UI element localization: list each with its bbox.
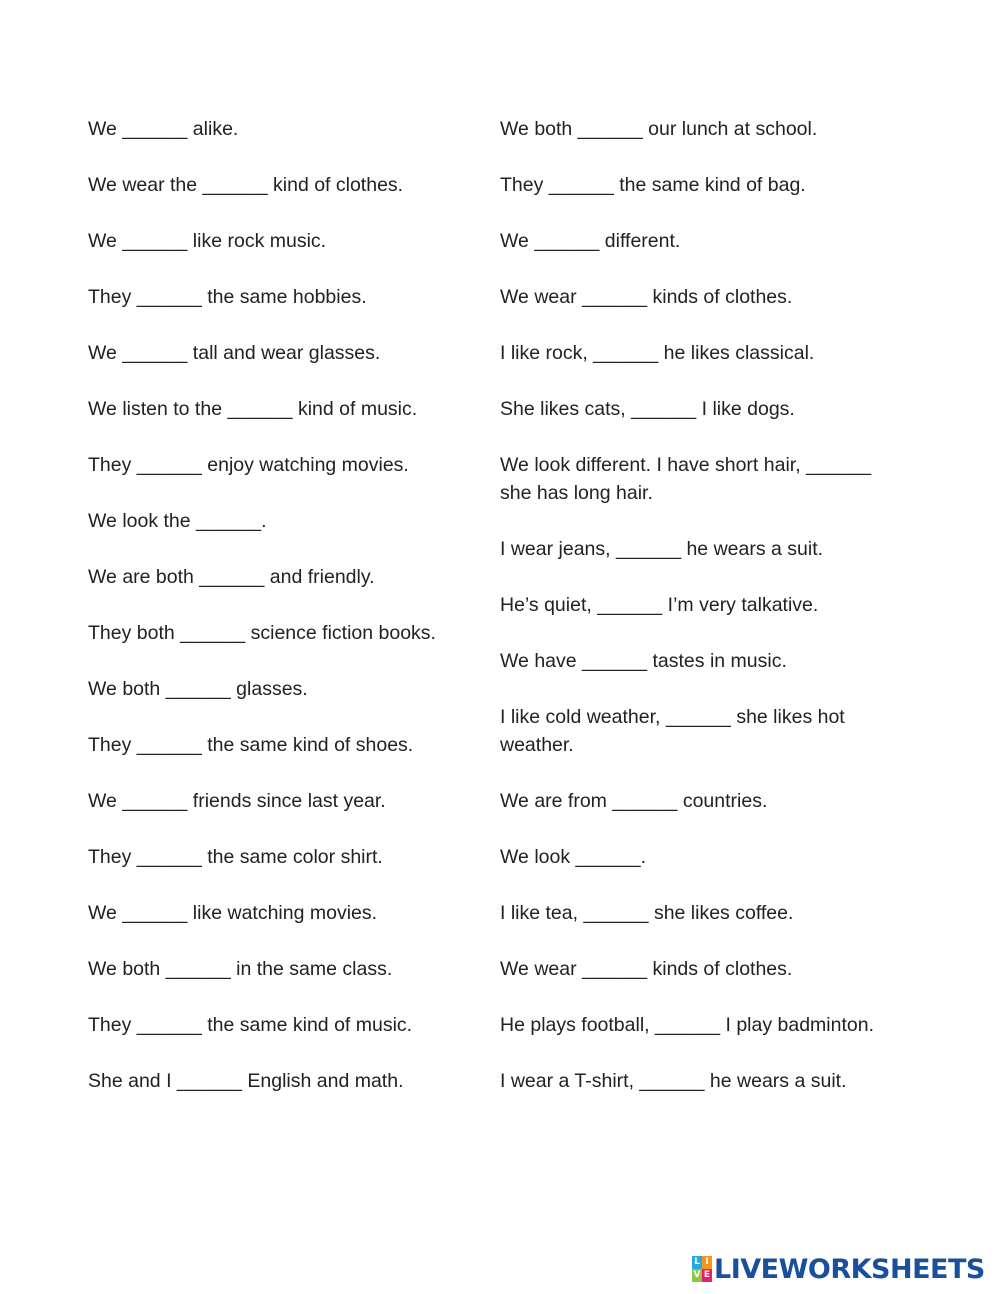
- sentence: He plays football, ______ I play badminton.: [500, 1014, 874, 1036]
- sentence: We look different. I have short hair, ______ she has long hair.: [500, 454, 872, 504]
- liveworksheets-logo: [692, 1252, 985, 1286]
- sentence: She and I ______ English and math.: [88, 1070, 404, 1092]
- sentence: We both ______ our lunch at school.: [500, 118, 818, 140]
- sentence: We ______ like rock music.: [88, 230, 327, 252]
- sentence: We look ______.: [500, 846, 646, 868]
- sentence: We look the ______.: [88, 510, 267, 532]
- sentence: They ______ the same color shirt.: [88, 846, 383, 868]
- sentence: I wear a T-shirt, ______ he wears a suit.: [500, 1070, 847, 1092]
- sentence: We ______ tall and wear glasses.: [88, 342, 381, 364]
- sentence: We ______ alike.: [88, 118, 239, 140]
- sentence: I like rock, ______ he likes classical.: [500, 342, 815, 364]
- logo-text: LIVEWORKSHEETS: [714, 1253, 985, 1285]
- sentence: We ______ friends since last year.: [88, 790, 386, 812]
- sentence: We are from ______ countries.: [500, 790, 768, 812]
- sentence: We wear the ______ kind of clothes.: [88, 174, 404, 196]
- sentence: They ______ enjoy watching movies.: [88, 454, 409, 476]
- sentence: They both ______ science fiction books.: [88, 622, 436, 644]
- sentence: We ______ different.: [500, 230, 681, 252]
- sentence: I like cold weather, ______ she likes hot weather.: [500, 706, 845, 756]
- logo-mark-letter: L: [692, 1256, 702, 1269]
- sentence: We have ______ tastes in music.: [500, 650, 787, 672]
- sentence: We listen to the ______ kind of music.: [88, 398, 418, 420]
- logo-mark-icon: [692, 1256, 712, 1282]
- sentence: They ______ the same kind of music.: [88, 1014, 413, 1036]
- sentence: We both ______ glasses.: [88, 678, 308, 700]
- right-column: [500, 115, 900, 1123]
- sentence: We wear ______ kinds of clothes.: [500, 958, 793, 980]
- sentence: She likes cats, ______ I like dogs.: [500, 398, 795, 420]
- sentence: I wear jeans, ______ he wears a suit.: [500, 538, 824, 560]
- sentence: He’s quiet, ______ I’m very talkative.: [500, 594, 819, 616]
- logo-mark-letter: E: [703, 1270, 711, 1280]
- sentence: We wear ______ kinds of clothes.: [500, 286, 793, 308]
- sentence: We both ______ in the same class.: [88, 958, 393, 980]
- sentence: They ______ the same kind of bag.: [500, 174, 806, 196]
- left-column: [88, 115, 488, 1123]
- logo-mark-letter: V: [693, 1270, 701, 1280]
- logo-mark-letter: I: [702, 1256, 712, 1269]
- sentence: We are both ______ and friendly.: [88, 566, 375, 588]
- sentence: I like tea, ______ she likes coffee.: [500, 902, 794, 924]
- sentence: We ______ like watching movies.: [88, 902, 378, 924]
- sentence: They ______ the same hobbies.: [88, 286, 367, 308]
- sentence: They ______ the same kind of shoes.: [88, 734, 414, 756]
